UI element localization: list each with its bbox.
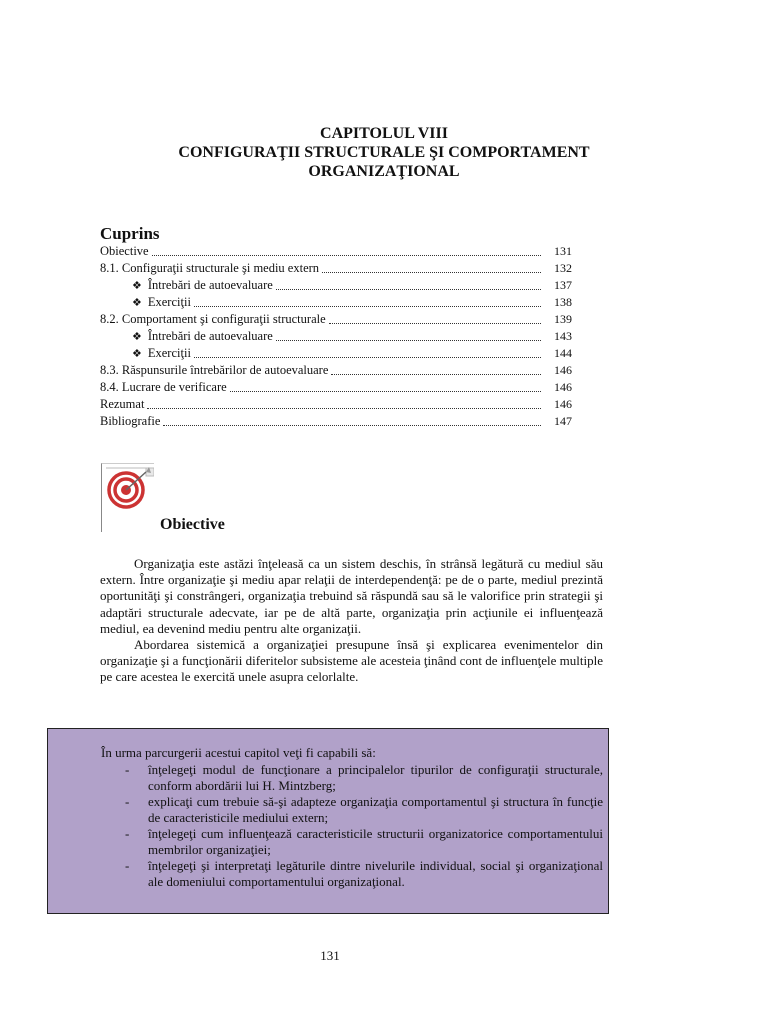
chapter-heading bbox=[0, 124, 768, 181]
toc-entry-label: Exerciţii bbox=[147, 295, 191, 309]
toc-entry-label: Bibliografie bbox=[100, 414, 161, 428]
toc-entry-page: 147 bbox=[554, 414, 572, 428]
toc-entry-8-2-exercitii[interactable] bbox=[100, 344, 572, 361]
toc-entry-8-2[interactable] bbox=[100, 310, 572, 327]
toc-entry-label: Întrebări de autoevaluare bbox=[147, 278, 273, 292]
page-number: 131 bbox=[320, 948, 340, 963]
learning-objectives-box bbox=[47, 728, 609, 914]
table-of-contents bbox=[100, 242, 572, 429]
toc-entry-label: 8.3. Răspunsurile întrebărilor de autoevaluare bbox=[100, 363, 329, 377]
toc-entry-rezumat[interactable] bbox=[100, 395, 572, 412]
toc-leader-dots bbox=[329, 323, 541, 324]
toc-leader-dots bbox=[194, 357, 541, 358]
toc-leader-dots bbox=[322, 272, 541, 273]
toc-leader-dots bbox=[163, 425, 541, 426]
toc-entry-label: 8.4. Lucrare de verificare bbox=[100, 380, 227, 394]
objectives-paragraph: Abordarea sistemică a organizaţiei presupune însă şi explicarea evenimentelor din organizaţie şi a funcţionării diferitelor subsisteme ale acesteia ţinând cont de influenţele multiple pe care acestea le exercită unele asupra celorlalte. bbox=[100, 637, 603, 685]
toc-entry-page: 139 bbox=[554, 312, 572, 326]
toc-leader-dots bbox=[276, 340, 541, 341]
toc-entry-page: 146 bbox=[554, 380, 572, 394]
diamond-bullet-icon: ❖ bbox=[132, 297, 142, 309]
objectives-heading: Obiective bbox=[160, 516, 225, 533]
toc-entry-8-3[interactable] bbox=[100, 361, 572, 378]
toc-entry-8-1-exercitii[interactable] bbox=[100, 293, 572, 310]
chapter-number: CAPITOLUL VIII bbox=[320, 125, 448, 142]
list-item-text: explicaţi cum trebuie să-şi adapteze organizaţia comportamentul şi structura în funcţie de caracteristicile mediului extern; bbox=[148, 794, 603, 825]
objectives-body bbox=[100, 556, 603, 686]
toc-entry-page: 131 bbox=[554, 244, 572, 258]
toc-entry-8-2-intrebari[interactable] bbox=[100, 327, 572, 344]
dash-bullet: - bbox=[125, 762, 130, 777]
toc-entry-obiective[interactable] bbox=[100, 242, 572, 259]
toc-entry-label: Exerciţii bbox=[147, 346, 191, 360]
toc-leader-dots bbox=[194, 306, 541, 307]
list-item-text: înţelegeţi şi interpretaţi legăturile dintre nivelurile individual, social şi organizaţional ale domeniului comportamentului organizaţional. bbox=[148, 858, 603, 889]
toc-entry-page: 146 bbox=[554, 397, 572, 411]
toc-entry-8-4[interactable] bbox=[100, 378, 572, 395]
list-item bbox=[125, 858, 603, 890]
diamond-bullet-icon: ❖ bbox=[132, 331, 142, 343]
toc-entry-8-1-intrebari[interactable] bbox=[100, 276, 572, 293]
toc-entry-bibliografie[interactable] bbox=[100, 412, 572, 429]
toc-leader-dots bbox=[152, 255, 541, 256]
target-icon bbox=[101, 463, 154, 532]
toc-entry-8-1[interactable] bbox=[100, 259, 572, 276]
toc-entry-label: Rezumat bbox=[100, 397, 145, 411]
list-item bbox=[125, 794, 603, 826]
toc-heading: Cuprins bbox=[100, 224, 160, 243]
toc-entry-label: Întrebări de autoevaluare bbox=[147, 329, 273, 343]
toc-entry-page: 143 bbox=[554, 329, 572, 343]
chapter-title-line1: CONFIGURAŢII STRUCTURALE ŞI COMPORTAMENT bbox=[178, 144, 590, 161]
diamond-bullet-icon: ❖ bbox=[132, 348, 142, 360]
chapter-title-line2: ORGANIZAŢIONAL bbox=[308, 163, 460, 180]
list-item-text: înţelegeţi cum influenţează caracteristicile structurii organizatorice comportamentului membrilor organizaţiei; bbox=[148, 826, 603, 857]
toc-entry-page: 138 bbox=[554, 295, 572, 309]
target-graphic bbox=[102, 464, 154, 532]
toc-entry-page: 137 bbox=[554, 278, 572, 292]
learning-objectives-intro: În urma parcurgerii acestui capitol veţi fi capabili să: bbox=[101, 745, 376, 760]
learning-objectives-list bbox=[125, 762, 603, 890]
dash-bullet: - bbox=[125, 858, 130, 873]
list-item bbox=[125, 762, 603, 794]
toc-leader-dots bbox=[331, 374, 541, 375]
toc-leader-dots bbox=[147, 408, 541, 409]
toc-entry-page: 146 bbox=[554, 363, 572, 377]
objectives-paragraph: Organizaţia este astăzi înţeleasă ca un sistem deschis, în strânsă legătură cu mediul său extern. Între organizaţie şi mediu apar relaţii de interdependenţă: pe de o parte, mediul prezintă oportunităţi şi constrângeri, organizaţia trebuind să răspundă sau să le valorifice prin strategii şi adaptări structurale adecvate, iar pe de altă parte, organizaţia prin acţiunile ei influenţează mediul, ea devenind mediu pentru alte organizaţii. bbox=[100, 556, 603, 636]
toc-entry-page: 144 bbox=[554, 346, 572, 360]
dash-bullet: - bbox=[125, 826, 130, 841]
toc-entry-page: 132 bbox=[554, 261, 572, 275]
toc-entry-label: 8.1. Configuraţii structurale şi mediu extern bbox=[100, 261, 320, 275]
list-item bbox=[125, 826, 603, 858]
toc-leader-dots bbox=[230, 391, 541, 392]
toc-entry-label: 8.2. Comportament şi configuraţii structurale bbox=[100, 312, 326, 326]
dash-bullet: - bbox=[125, 794, 130, 809]
toc-leader-dots bbox=[276, 289, 541, 290]
toc-entry-label: Obiective bbox=[100, 244, 149, 258]
diamond-bullet-icon: ❖ bbox=[132, 280, 142, 292]
list-item-text: înţelegeţi modul de funcţionare a principalelor tipurilor de configuraţii structurale, conform abordării lui H. Mintzberg; bbox=[148, 762, 603, 793]
